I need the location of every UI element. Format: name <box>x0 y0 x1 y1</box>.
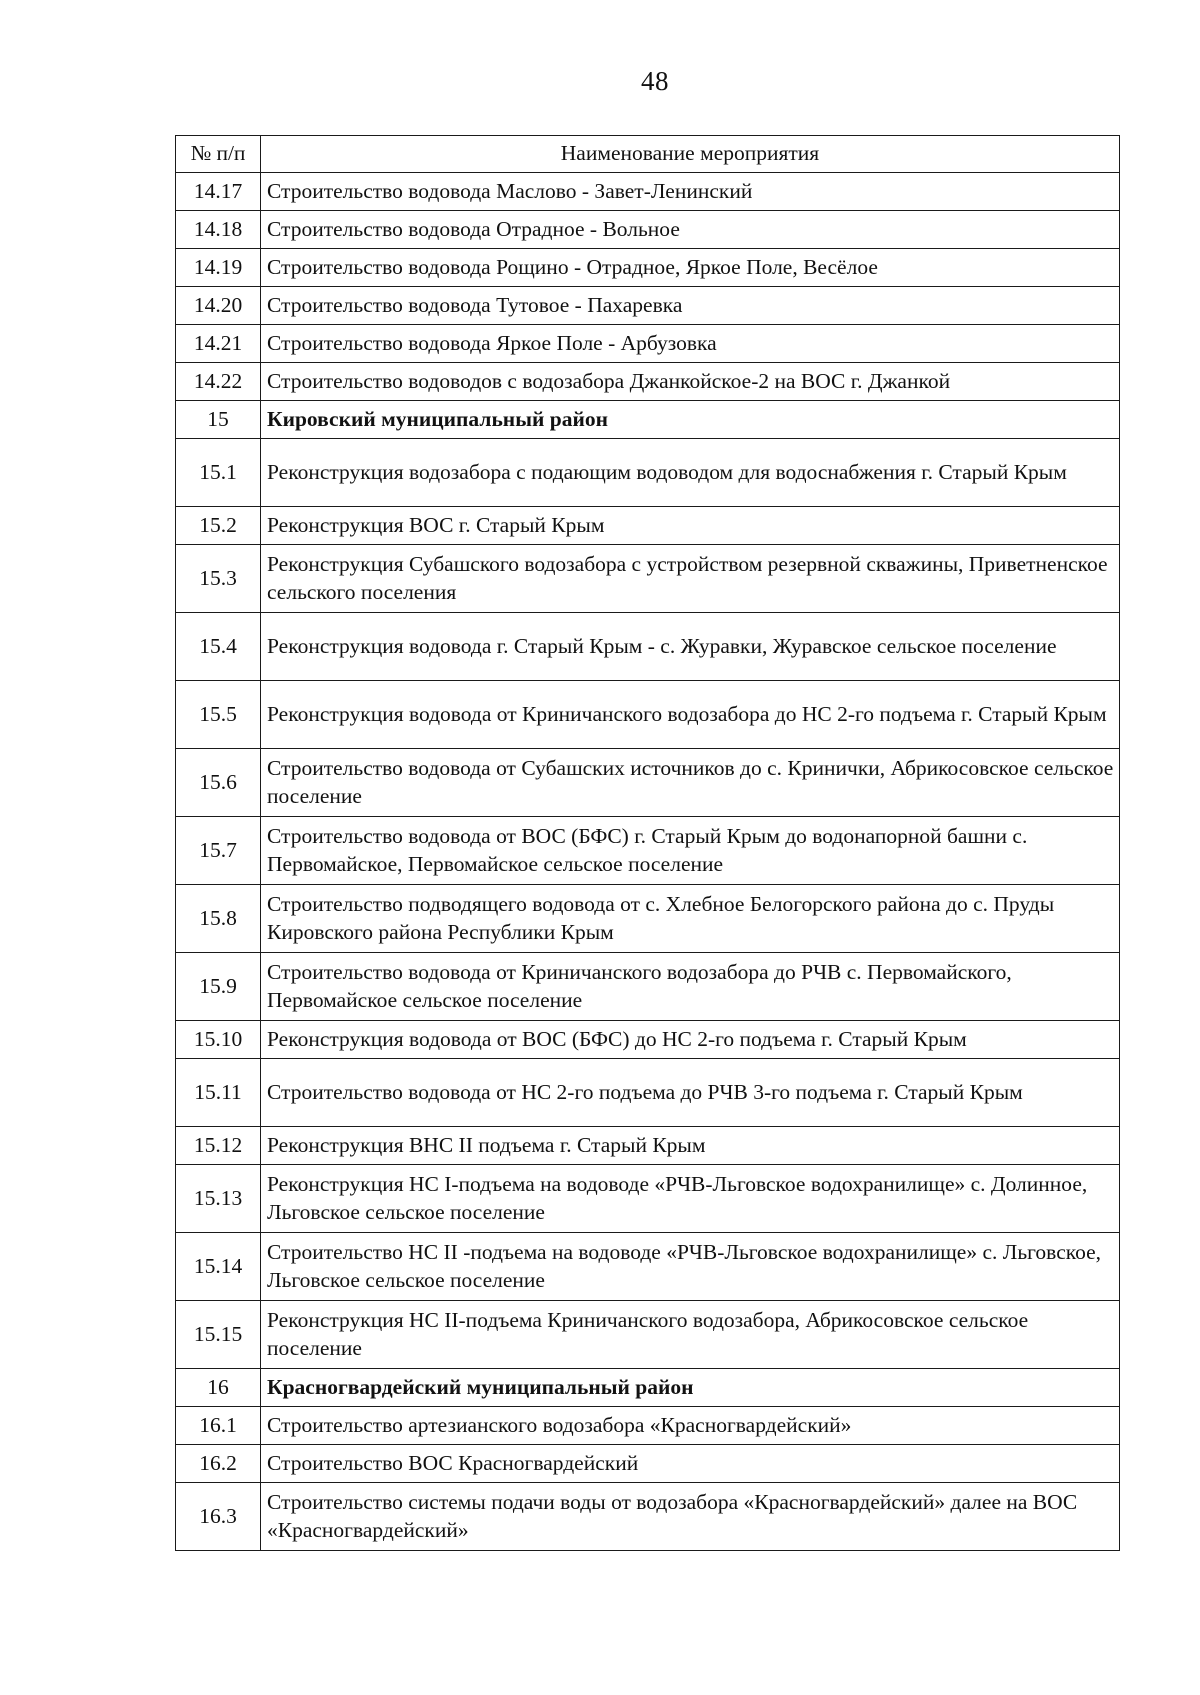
table-row <box>176 249 1120 287</box>
table-row <box>176 211 1120 249</box>
row-number: 15.5 <box>176 681 261 749</box>
table-row <box>176 749 1120 817</box>
row-number: 16.2 <box>176 1445 261 1483</box>
section-row <box>176 401 1120 439</box>
row-number: 14.22 <box>176 363 261 401</box>
row-name: Строительство водовода от Субашских источников до с. Кринички, Абрикосовское сельское поселение <box>261 749 1120 817</box>
row-name: Реконструкция Субашского водозабора с устройством резервной скважины, Приветненское сельского поселения <box>261 545 1120 613</box>
table-row <box>176 507 1120 545</box>
row-number: 15.12 <box>176 1127 261 1165</box>
table-row <box>176 1407 1120 1445</box>
table-row <box>176 1301 1120 1369</box>
table-row <box>176 817 1120 885</box>
table-row <box>176 953 1120 1021</box>
row-number: 15.13 <box>176 1165 261 1233</box>
row-number: 15.2 <box>176 507 261 545</box>
row-number: 15.7 <box>176 817 261 885</box>
row-name: Строительство водовода Отрадное - Вольное <box>261 211 1120 249</box>
row-number: 15.8 <box>176 885 261 953</box>
row-name: Реконструкция водовода от ВОС (БФС) до НС 2-го подъема г. Старый Крым <box>261 1021 1120 1059</box>
section-number: 16 <box>176 1369 261 1407</box>
row-number: 15.6 <box>176 749 261 817</box>
row-name: Реконструкция водозабора с подающим водоводом для водоснабжения г. Старый Крым <box>261 439 1120 507</box>
row-name: Строительство водовода от НС 2-го подъема до РЧВ 3-го подъема г. Старый Крым <box>261 1059 1120 1127</box>
row-name: Реконструкция ВОС г. Старый Крым <box>261 507 1120 545</box>
table-row <box>176 1445 1120 1483</box>
table-row <box>176 1127 1120 1165</box>
header-name: Наименование мероприятия <box>261 136 1120 173</box>
row-name: Строительство НС II -подъема на водоводе «РЧВ-Льговское водохранилище» с. Льговское, Льговское сельское поселение <box>261 1233 1120 1301</box>
table-row <box>176 545 1120 613</box>
table-header-row <box>176 136 1120 173</box>
table-row <box>176 439 1120 507</box>
row-name: Строительство водовода Маслово - Завет-Ленинский <box>261 173 1120 211</box>
table-row <box>176 613 1120 681</box>
table-row <box>176 1233 1120 1301</box>
row-number: 15.3 <box>176 545 261 613</box>
row-number: 14.19 <box>176 249 261 287</box>
row-name: Строительство водовода от ВОС (БФС) г. Старый Крым до водонапорной башни с. Первомайское, Первомайское сельское поселение <box>261 817 1120 885</box>
row-number: 15.11 <box>176 1059 261 1127</box>
row-number: 16.1 <box>176 1407 261 1445</box>
row-number: 15.14 <box>176 1233 261 1301</box>
row-name: Реконструкция НС II-подъема Криничанского водозабора, Абрикосовское сельское поселение <box>261 1301 1120 1369</box>
row-number: 14.17 <box>176 173 261 211</box>
table-row <box>176 1165 1120 1233</box>
row-name: Строительство подводящего водовода от с. Хлебное Белогорского района до с. Пруды Кировского района Республики Крым <box>261 885 1120 953</box>
table-row <box>176 1059 1120 1127</box>
row-name: Реконструкция водовода г. Старый Крым - с. Журавки, Журавское сельское поселение <box>261 613 1120 681</box>
row-number: 16.3 <box>176 1483 261 1551</box>
table-row <box>176 363 1120 401</box>
section-number: 15 <box>176 401 261 439</box>
row-name: Строительство водоводов с водозабора Джанкойское-2 на ВОС г. Джанкой <box>261 363 1120 401</box>
table-row <box>176 885 1120 953</box>
row-number: 14.20 <box>176 287 261 325</box>
row-name: Строительство ВОС Красногвардейский <box>261 1445 1120 1483</box>
row-number: 15.15 <box>176 1301 261 1369</box>
row-name: Строительство системы подачи воды от водозабора «Красногвардейский» далее на ВОС «Красногвардейский» <box>261 1483 1120 1551</box>
row-number: 15.10 <box>176 1021 261 1059</box>
row-name: Строительство водовода Рощино - Отрадное, Яркое Поле, Весёлое <box>261 249 1120 287</box>
row-number: 15.9 <box>176 953 261 1021</box>
row-name: Строительство водовода Тутовое - Пахаревка <box>261 287 1120 325</box>
row-number: 15.4 <box>176 613 261 681</box>
row-number: 14.18 <box>176 211 261 249</box>
table-row <box>176 287 1120 325</box>
row-name: Реконструкция НС I-подъема на водоводе «РЧВ-Льговское водохранилище» с. Долинное, Льговское сельское поселение <box>261 1165 1120 1233</box>
header-number: № п/п <box>176 136 261 173</box>
measures-table <box>175 135 1120 1551</box>
row-name: Реконструкция ВНС II подъема г. Старый Крым <box>261 1127 1120 1165</box>
table-row <box>176 1483 1120 1551</box>
table-row <box>176 1021 1120 1059</box>
table-row <box>176 325 1120 363</box>
row-number: 15.1 <box>176 439 261 507</box>
table-row <box>176 173 1120 211</box>
section-row <box>176 1369 1120 1407</box>
row-number: 14.21 <box>176 325 261 363</box>
row-name: Реконструкция водовода от Криничанского водозабора до НС 2-го подъема г. Старый Крым <box>261 681 1120 749</box>
row-name: Строительство водовода от Криничанского водозабора до РЧВ с. Первомайского, Первомайское сельское поселение <box>261 953 1120 1021</box>
section-title: Красногвардейский муниципальный район <box>261 1369 1120 1407</box>
row-name: Строительство артезианского водозабора «Красногвардейский» <box>261 1407 1120 1445</box>
section-title: Кировский муниципальный район <box>261 401 1120 439</box>
table-row <box>176 681 1120 749</box>
page-number: 48 <box>641 66 669 96</box>
row-name: Строительство водовода Яркое Поле - Арбузовка <box>261 325 1120 363</box>
